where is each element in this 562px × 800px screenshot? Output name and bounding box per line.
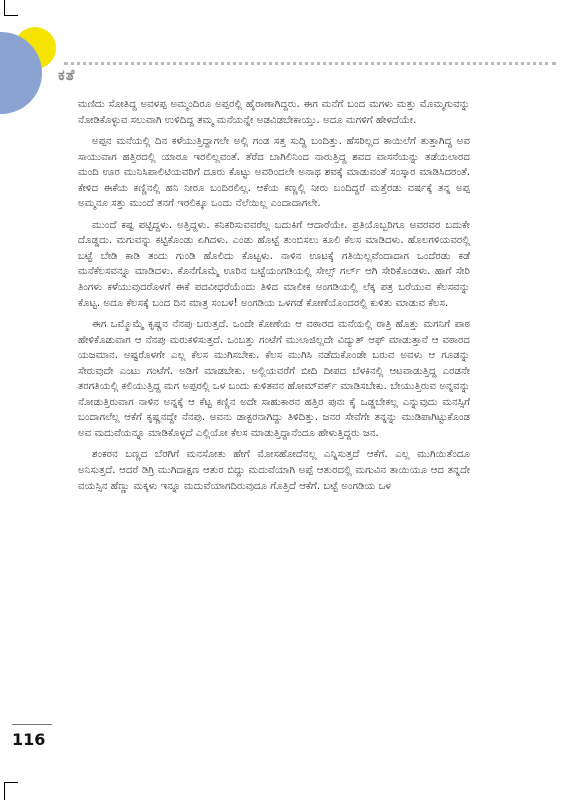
paragraph-4: ಈಗ ಒಮ್ಮೊಮ್ಮೆ ಕೃಷ್ಣನ ನೆನಪು ಬರುತ್ತದೆ. ಒಂದೇ ಕೋಣೆಯ ಆ ವಠಾರದ ಮನೆಯಲ್ಲಿ ರಾತ್ರಿ ಹೊತ್ತು ಮಗನಿಗೆ ಪಾಠ ಹೇಳಿಕೊಡುವಾಗ ಆ ನೆನಪು ಮರುಕಳಿಸುತ್ತದೆ. ಒಂಬತ್ತು ಗಂಟೆಗೆ ಮುಲಾಜಿಲ್ಲದೇ ವಿದ್ಯುತ್ ಆಫ್ ಮಾಡುತ್ತಾನೆ ಆ ವಠಾರದ ಯಜಮಾನ. ಅಷ್ಟರೊಳಗೇ ಎಲ್ಲ ಕೆಲಸ ಮುಗಿಸಬೇಕು. ಕೆಲಸ ಮುಗಿಸಿ ನಡೆದುಕೊಂಡೇ ಬರುವ ಅವಳು ಆ ಗೂಡನ್ನು ಸೇರುವುದೇ ಎಂಟು ಗಂಟೆಗೆ. ಅಡಿಗೆ ಮಾಡಬೇಕು. ಅಲ್ಲಿಯವರೆಗೆ ಬೀದಿ ದೀಪದ ಬೆಳಕಿನಲ್ಲಿ ಆಟವಾಡುತ್ತಿದ್ದ ಎರಡನೇ ತರಗತಿಯಲ್ಲಿ ಕಲಿಯುತ್ತಿದ್ದ ಮಗ ಅಪ್ಪರಲ್ಲಿ ಒಳ ಬಂದು ಕುಳಿತವನ ಹೋಮ್‌ವರ್ಕ್ ಮಾಡಿಸಬೇಕು. ಬೇಯುತ್ತಿರುವ ಅನ್ನವನ್ನು ನೋಡುತ್ತಿರುವಾಗ ನಾಳಿನ ಅನ್ನಕ್ಕೆ ಆ ಕೆಟ್ಟ ಕಣ್ಣಿನ ಅದೇ ಸಾಹುಕಾರನ ಹತ್ತಿರ ಪುನಃ ಕೈ ಒಡ್ಡಬೇಕಲ್ಲ ಎನ್ನುವುದು ಮನಸ್ಸಿಗೆ ಬಂದಾಗಲೆಲ್ಲ ಆಕೆಗೆ ಕೃಷ್ಣನದ್ದೇ ನೆನಪು. ಅವನು ಡಾಕ್ಟರನಾಗಿದ್ದು ತಿಳಿದಿತ್ತು. ಜನರ ಸೇವೆಗೇ ತನ್ನನ್ನು ಮುಡಿಪಾಗಿಟ್ಟುಕೊಂಡ ಅವ ಮದುವೆಯನ್ನೂ ಮಾಡಿಕೊಳ್ಳದೆ ಎಲ್ಲಿಯೋ ಕೆಲಸ ಮಾಡುತ್ತಿದ್ದಾನೆಂದೂ ಹೇಳುತ್ತಿದ್ದರು ಜನ.: [78, 319, 470, 439]
page-number-rule: [12, 724, 52, 725]
paragraph-3: ಮುಂದೆ ಕಷ್ಟ ಪಟ್ಟಿದ್ದಳು. ಅತ್ತಿದ್ದಳು. ಕನಿಕರಿಸುವವರೆಲ್ಲ ಬದುಕಿಗೆ ಆದಾರೆಯೇ. ಪ್ರತಿಯೊಬ್ಬರಿಗೂ ಅವರವರ ಬದುಕೇ ದೊಡ್ಡದು. ಮಗುವನ್ನು ಕಟ್ಟಿಕೊಂಡು ಏಗಿದಳು. ಎಂಡು ಹೊಟ್ಟೆ ತುಂಬಿಸಲು ಕೂಲಿ ಕೆಲಸ ಮಾಡಿದಳು. ಹೊಲಗಳಿಯವರಲ್ಲಿ ಬಟ್ಟೆ ಬೇಡಿ ಕಾಡಿ ತಂದು ಗುಂಡಿ ಹೊಲಿದು ಕೊಟ್ಟಳು. ನಾಳಿನ ಊಟಕ್ಕೆ ಗತಿಯಿಲ್ಲವೆಂದಾದಾಗ ಒಂದೆರಡು ಕಡೆ ಮನೆಕೆಲಸವನ್ನೂ ಮಾಡಿದಳು. ಕೊನೆಗೊಮ್ಮೆ ಊರಿನ ಬಟ್ಟೆಯಂಗಡಿಯಲ್ಲಿ ಸೇಲ್ಸ್ ಗರ್ಲ್ ಆಗಿ ಸೇರಿಕೊಂಡಳು. ಹಾಗೆ ಸೇರಿ ತಿಂಗಳು ಕಳೆಯುವುದರೊಳಗೆ ಈಕೆ ಪದವೀಧರೆಯೆಂದು ತಿಳಿದ ಮಾಲೀಕ ಅಂಗಡಿಯಲ್ಲಿ ಲೆಕ್ಕ ಪತ್ರ ಬರೆಯುವ ಕೆಲಸವನ್ನು ಕೊಟ್ಟ. ಅದೂ ಕೆಲಸಕ್ಕೆ ಬಂದ ದಿನ ಮಾತ್ರ ಸಂಬಳ! ಅಂಗಡಿಯ ಒಳಗಡೆ ಕೋಣೆಯೊಂದರಲ್ಲಿ ಕುಳಿತು ಮಾಡುವ ಕೆಲಸ.: [78, 219, 470, 309]
header-dotted-rule: [64, 62, 556, 65]
paragraph-2: ಅಪ್ಪನ ಮನೆಯಲ್ಲಿ ದಿನ ಕಳೆಯುತ್ತಿದ್ದಾಗಲೇ ಅಲ್ಲಿ ಗಂಡ ಸತ್ತ ಸುದ್ದಿ ಬಂದಿತ್ತು. ಹೆಸರಿಲ್ಲದ ಕಾಯಿಲೆಗೆ ತುತ್ತಾಗಿದ್ದ ಅವ ಸಾಯುವಾಗ ಹತ್ತಿರದಲ್ಲಿ ಯಾರೂ ಇರಲಿಲ್ಲವಂತೆ. ತೆರೆದ ಬಾಗಿಲಿನಿಂದ ನಾರುತ್ತಿದ್ದ ಶವದ ವಾಸನೆಯನ್ನು ತಡೆಯಲಾರದ ಮಂದಿ ಊರ ಮುನಿಸಿಪಾಲಿಟಿಯವರಿಗೆ ದೂರು ಕೊಟ್ಟು ಅವರಿಂದಲೇ ಅನಾಥ ಶವಕ್ಕೆ ಮಾಡುವಂತೆ ಸಂಸ್ಕಾರ ಮಾಡಿಸಿದರಂತೆ. ಕೇಳಿದ ಈಕೆಯ ಕಣ್ಣಿನಲ್ಲಿ ಹನಿ ನೀರೂ ಬಂದಿರಲಿಲ್ಲ. ಆಕೆಯ ಕಣ್ಣಲ್ಲಿ ನೀರು ಬಂದಿದ್ದರೆ ಮತ್ತೆರಡು ವರ್ಷಕ್ಕೆ ತನ್ನ ಅಪ್ಪ ಅಮ್ಮನೂ ಸತ್ತು ಮುಂದೆ ತನಗೆ ಇರಲಿಕ್ಕೂ ಒಂದು ನೆಲೆಯಿಲ್ಲ ಎಂದಾದಾಗಲೇ.: [78, 136, 470, 210]
paragraph-5: ಶಂಕರನ ಬಣ್ಣದ ಬೆರಗಿಗೆ ಮನಸೋತು ಹೇಗೆ ಮೋಸಹೋದೆನಲ್ಲ ಎನ್ನಿಸುತ್ತದೆ ಆಕೆಗೆ. ಎಲ್ಲ ಮುಗಿಯಿತೆಂದೂ ಅನಿಸುತ್ತದೆ. ಆದರೆ ಡಿಗ್ರಿ ಮುಗಿದಾಕ್ಷಣ ಆತುರ ಬಿದ್ದು ಮದುವೆಯಾಗಿ ಅಪ್ಪೆ ಆತುರದಲ್ಲಿ ಮಗುವಿನ ತಾಯಿಯೂ ಆದ ತನ್ನದೇ ವಯಸ್ಸಿನ ಹೆಣ್ಣು ಮಕ್ಕಳು ಇನ್ನೂ ಮದುವೆಯಾಗದಿರುವುದೂ ಗೊತ್ತಿದೆ ಆಕೆಗೆ. ಬಟ್ಟೆ ಅಂಗಡಿಯ ಒಳ: [78, 449, 470, 492]
crop-mark-bottom-left-horizontal: [4, 782, 18, 783]
paragraph-1: ಮಣಿದು ಸೋತಿದ್ದ ಅವಳಪ್ಪ ಅಮ್ಮಂದಿರೂ ಅಪ್ಪರಲ್ಲಿ ಹೈರಾಣಾಗಿದ್ದರು. ಈಗ ಮನೆಗೆ ಬಂದ ಮಗಳು ಮತ್ತು ಮೊಮ್ಮಗುವನ್ನು ನೋಡಿಕೊಳ್ಳುವ ಸಲುವಾಗಿ ಉಳಿದಿದ್ದ ತಮ್ಮ ಮನೆಯನ್ನೇ ಅಡವಿಡಬೇಕಾಯ್ತು. ಅದೂ ಮಗಳಿಗೆ ಹೇಳದೆಯೇ.: [78, 99, 470, 126]
page-number: 116: [12, 730, 46, 749]
section-title: ಕತೆ: [58, 66, 76, 84]
crop-mark-bottom-left-vertical: [4, 782, 5, 800]
crop-mark-top-left-vertical: [4, 0, 5, 16]
article-body: [78, 97, 470, 500]
crop-mark-top-left-horizontal: [4, 15, 18, 16]
